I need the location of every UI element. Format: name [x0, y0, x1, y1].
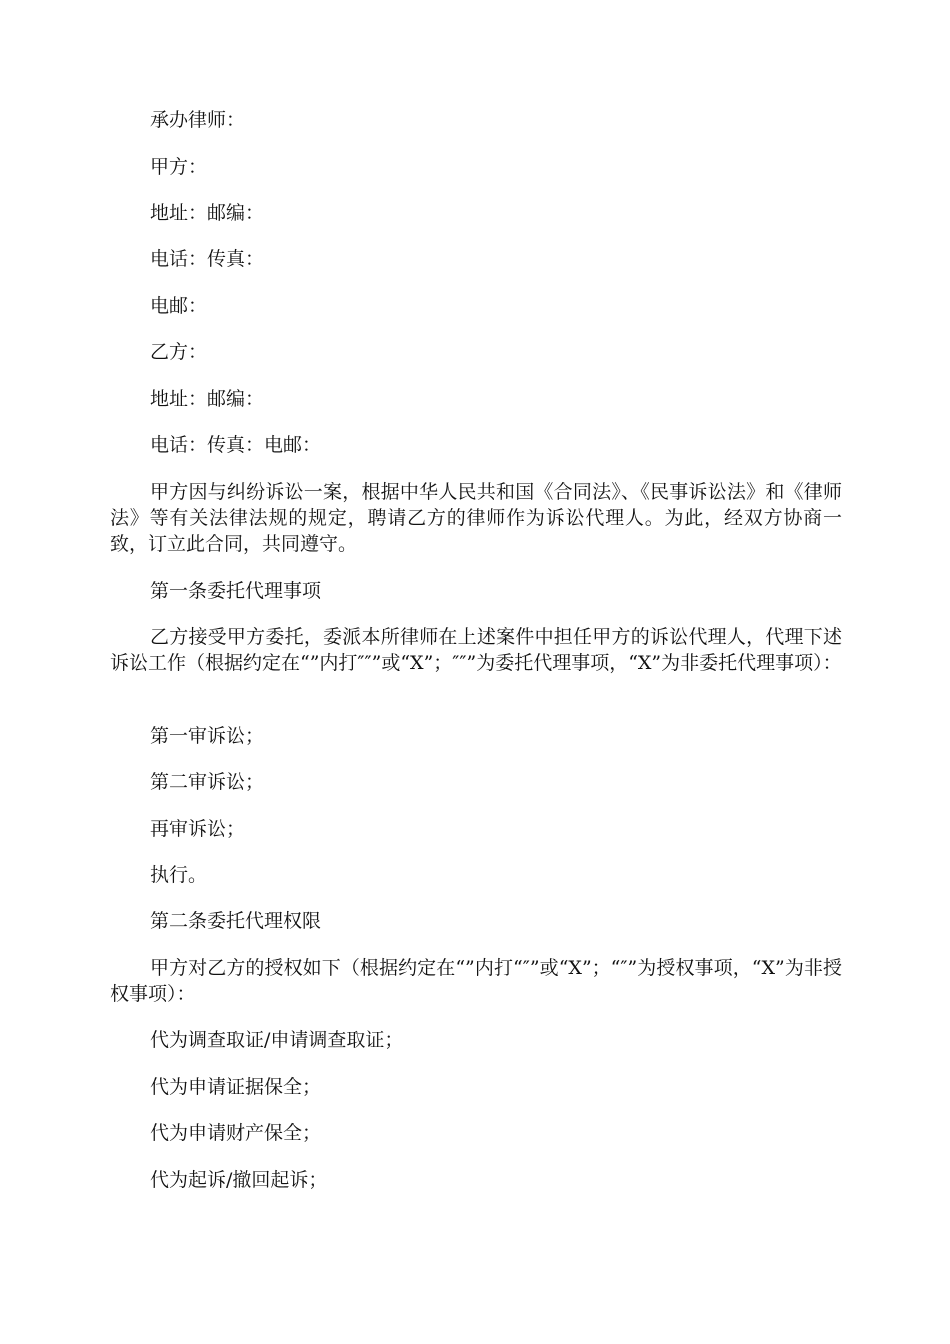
lawyer-line: 承办律师：: [150, 109, 246, 131]
article-2-item-sue-withdraw: 代为起诉/撤回起诉；: [150, 1169, 328, 1191]
party-a-phone-line: 电话：传真：: [150, 248, 265, 270]
article-1-body: 乙方接受甲方委托，委派本所律师在上述案件中担任甲方的诉讼代理人，代理下述诉讼工作（根据约定在“”内打″″”或“X”；″″”为委托代理事项，“X”为非委托代理事项）：: [110, 626, 842, 674]
party-a-address-line: 地址：邮编：: [150, 202, 265, 224]
article-1-item-retrial: 再审诉讼；: [150, 818, 246, 840]
article-1-item-second-instance: 第二审诉讼；: [150, 771, 265, 793]
party-a-email-line: 电邮：: [150, 295, 208, 317]
article-1-title: 第一条委托代理事项: [150, 580, 322, 602]
party-b-contact-line: 电话：传真：电邮：: [150, 434, 322, 456]
article-1-item-execution: 执行。: [150, 864, 208, 886]
party-b-address-line: 地址：邮编：: [150, 388, 265, 410]
party-a-line: 甲方：: [150, 156, 208, 178]
article-1-item-first-instance: 第一审诉讼；: [150, 725, 265, 747]
article-2-body: 甲方对乙方的授权如下（根据约定在“”内打“″”或“X”；“″”为授权事项，“X”为非授权事项）：: [110, 957, 842, 1005]
intro-paragraph: 甲方因与纠纷诉讼一案，根据中华人民共和国《合同法》、《民事诉讼法》和《律师法》等有关法律法规的规定，聘请乙方的律师作为诉讼代理人。为此，经双方协商一致，订立此合同，共同遵守。: [110, 481, 842, 555]
article-2-title: 第二条委托代理权限: [150, 910, 322, 932]
article-2-item-property-preservation: 代为申请财产保全；: [150, 1122, 322, 1144]
article-2-item-evidence-preservation: 代为申请证据保全；: [150, 1076, 322, 1098]
article-2-item-evidence: 代为调查取证/申请调查取证；: [150, 1029, 404, 1051]
party-b-line: 乙方：: [150, 341, 208, 363]
